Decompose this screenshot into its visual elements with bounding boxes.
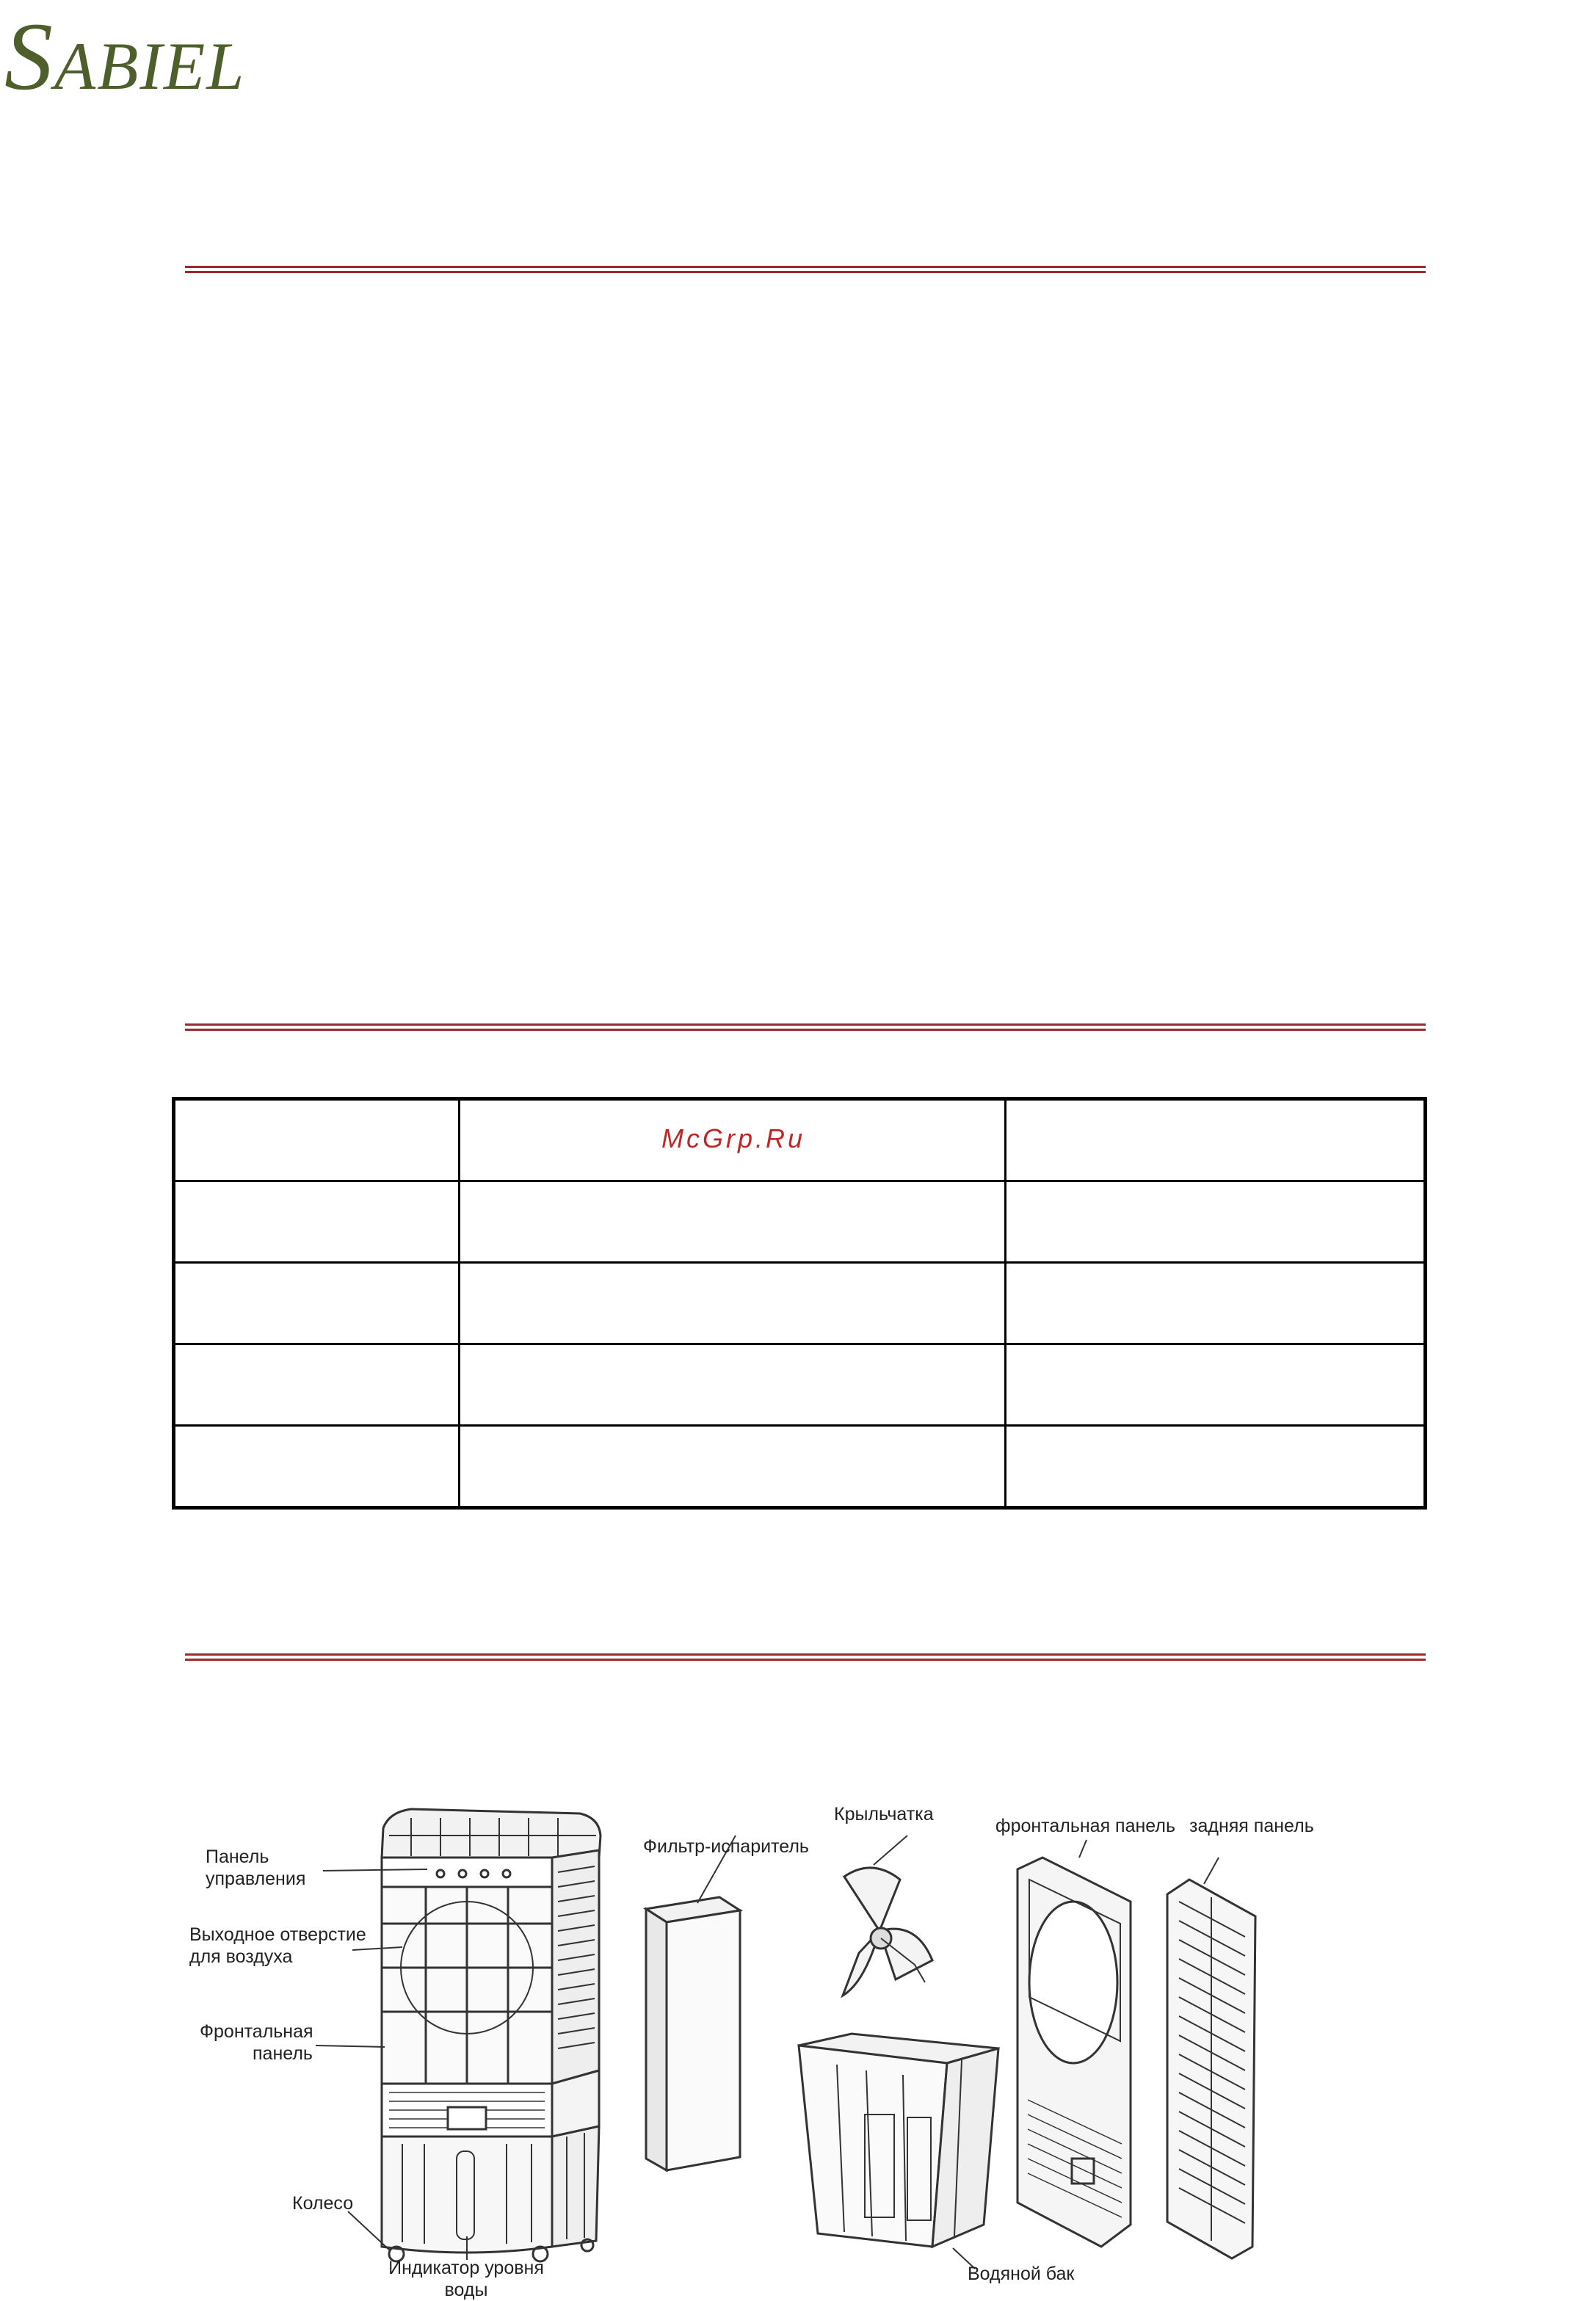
label-line: для воздуха bbox=[189, 1946, 293, 1967]
label-line: Фронтальная bbox=[200, 2021, 313, 2042]
label-impeller bbox=[834, 1803, 934, 1825]
logo-initial: S bbox=[4, 2, 54, 110]
watermark-text: McGrp.Ru bbox=[661, 1123, 806, 1153]
label-line: Водяной бак bbox=[968, 2264, 1075, 2284]
label-line: задняя панель bbox=[1189, 1816, 1314, 1836]
label-water-level bbox=[382, 2257, 551, 2301]
tank-illustration bbox=[799, 2034, 998, 2269]
rear-panel-illustration bbox=[1167, 1858, 1255, 2258]
label-line: Панель bbox=[206, 1847, 269, 1867]
label-wheel bbox=[292, 2192, 353, 2214]
label-control-panel bbox=[206, 1846, 305, 1890]
label-front-panel bbox=[995, 1815, 1175, 1837]
label-air-outlet bbox=[189, 1924, 366, 1968]
label-filter bbox=[643, 1836, 809, 1858]
label-water-tank bbox=[968, 2263, 1074, 2285]
label-front-panel-left bbox=[200, 2021, 313, 2065]
label-line: фронтальная панель bbox=[995, 1816, 1175, 1836]
label-line: Фильтр-испаритель bbox=[643, 1836, 809, 1857]
label-line: Колесо bbox=[292, 2193, 354, 2214]
label-rear-panel bbox=[1189, 1815, 1314, 1837]
logo-rest: ABIEL bbox=[54, 29, 246, 104]
label-line: панель bbox=[253, 2043, 313, 2064]
cooler-illustration bbox=[382, 1809, 601, 2261]
label-line: Выходное отверстие bbox=[189, 1924, 366, 1945]
label-line: Индикатор уровня bbox=[388, 2258, 544, 2278]
filter-illustration bbox=[646, 1836, 740, 2170]
front-panel-illustration bbox=[1018, 1840, 1131, 2247]
impeller-illustration bbox=[843, 1836, 932, 1996]
label-line: воды bbox=[444, 2280, 488, 2300]
label-line: управления bbox=[206, 1869, 306, 1889]
label-line: Крыльчатка bbox=[834, 1804, 934, 1825]
